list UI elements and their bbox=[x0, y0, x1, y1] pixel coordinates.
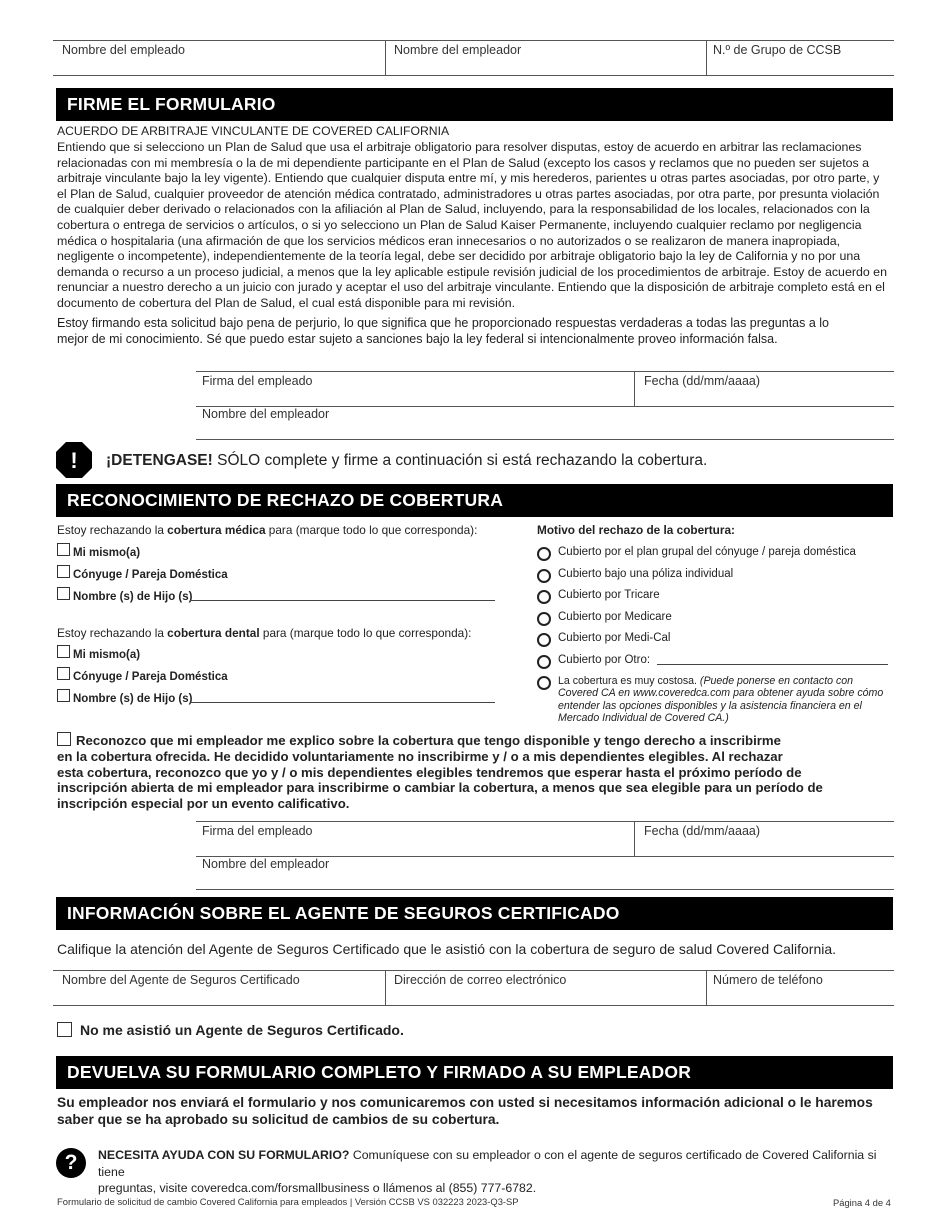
reason-label: Cubierto por Tricare bbox=[558, 589, 660, 601]
prompt-suffix: para (marque todo lo que corresponda): bbox=[259, 626, 472, 640]
reason-too-costly-radio[interactable] bbox=[537, 676, 551, 690]
reason-title: Motivo del rechazo de la cobertura: bbox=[537, 523, 735, 537]
return-header: DEVUELVA SU FORMULARIO COMPLETO Y FIRMADO A SU EMPLEADOR bbox=[56, 1056, 893, 1089]
no-agent-checkbox[interactable] bbox=[57, 1022, 72, 1037]
divider bbox=[706, 40, 707, 75]
prompt-prefix: Estoy rechazando la bbox=[57, 523, 168, 537]
reason-other-line[interactable] bbox=[657, 664, 888, 665]
divider bbox=[53, 1005, 894, 1006]
agreement-line: renunciar a nuestro derecho a un juicio con jurado y aceptar el uso del arbitraje vinculante. Entiendo que la disposición de arbitraje completo está en el bbox=[57, 280, 885, 295]
dental-children-label: Nombre (s) de Hijo (s) bbox=[73, 693, 193, 705]
agreement-line: de cualquier deber derivado o relacionados con la afiliación al Plan de Salud, incluyendo, para la responsabilidad de los locales, relacionados con la bbox=[57, 202, 870, 217]
agreement-line: arbitraje vinculante bajo la ley vigente). Entiendo que cualquier disputa entre mí, y mis herederos, parientes u otras partes asociadas, por otro parte, y bbox=[57, 171, 880, 186]
reason-label: Cubierto por Medicare bbox=[558, 611, 672, 623]
help-bold: NECESITA AYUDA CON SU FORMULARIO? bbox=[98, 1148, 350, 1162]
divider bbox=[196, 439, 894, 440]
divider bbox=[385, 970, 386, 1005]
cost-reason: La cobertura es muy costosa. bbox=[558, 675, 697, 687]
prompt-prefix: Estoy rechazando la bbox=[57, 626, 168, 640]
divider bbox=[196, 821, 894, 822]
divider bbox=[53, 40, 894, 41]
prompt-bold: cobertura médica bbox=[167, 523, 266, 537]
medical-self-checkbox[interactable] bbox=[57, 543, 70, 556]
employer-name-field[interactable]: Nombre del empleador bbox=[394, 43, 522, 57]
acknowledge-line: Reconozco que mi empleador me explico sobre la cobertura que tengo disponible y tengo derecho a inscribirme bbox=[76, 733, 781, 748]
acknowledge-line: en la cobertura ofrecida. He decidido voluntariamente no inscribirme y / o a mis dependientes elegibles. Al rechazar bbox=[57, 748, 783, 764]
medical-spouse-label: Cónyuge / Pareja Doméstica bbox=[73, 569, 228, 581]
agent-phone-field[interactable]: Número de teléfono bbox=[713, 973, 823, 987]
stop-octagon-icon bbox=[55, 441, 93, 479]
medical-children-checkbox[interactable] bbox=[57, 587, 70, 600]
cost-note: Mercado Individual de Covered CA.) bbox=[558, 712, 729, 725]
acknowledge-line: inscripción especial por un evento calificativo. bbox=[57, 796, 350, 812]
date-field[interactable]: Fecha (dd/mm/aaaa) bbox=[644, 824, 761, 838]
help-question-icon: ? bbox=[56, 1148, 86, 1178]
employee-signature-field[interactable]: Firma del empleado bbox=[202, 374, 313, 388]
dental-children-checkbox[interactable] bbox=[57, 689, 70, 702]
reason-label: Cubierto por Otro: bbox=[558, 654, 651, 666]
agent-header: INFORMACIÓN SOBRE EL AGENTE DE SEGUROS CERTIFICADO bbox=[56, 897, 893, 930]
dental-self-checkbox[interactable] bbox=[57, 645, 70, 658]
footer-form-info: Formulario de solicitud de cambio Covered California para empleados | Versión CCSB VS 032223 2023-Q3-SP bbox=[57, 1196, 519, 1207]
medical-spouse-checkbox[interactable] bbox=[57, 565, 70, 578]
stop-bold: ¡DETENGASE! bbox=[106, 452, 213, 469]
acknowledge-line: esta cobertura, reconozco que yo y / o mis dependientes elegibles tendremos que esperar hasta el próximo período de bbox=[57, 764, 802, 780]
divider bbox=[385, 40, 386, 75]
agreement-text bbox=[57, 140, 902, 312]
acknowledge-text bbox=[57, 733, 902, 812]
dental-coverage-prompt bbox=[57, 626, 471, 640]
help-line: Comuníquese con su empleador o con el agente de seguros certificado de Covered California si tiene bbox=[98, 1148, 877, 1179]
help-text bbox=[98, 1147, 898, 1197]
date-field[interactable]: Fecha (dd/mm/aaaa) bbox=[644, 374, 761, 388]
reason-spouse-plan-radio[interactable] bbox=[537, 547, 551, 561]
divider bbox=[53, 75, 894, 76]
group-number-field[interactable]: N.º de Grupo de CCSB bbox=[713, 43, 842, 57]
agreement-line: documento de cobertura del Plan de Salud, el cual está disponible para mi revisión. bbox=[57, 295, 516, 310]
reason-tricare-radio[interactable] bbox=[537, 590, 551, 604]
medical-children-label: Nombre (s) de Hijo (s) bbox=[73, 591, 193, 603]
return-text bbox=[57, 1095, 902, 1128]
stop-message: SÓLO complete y firme a continuación si está rechazando la cobertura. bbox=[217, 452, 708, 469]
no-agent-label: No me asistió un Agente de Seguros Certificado. bbox=[80, 1022, 404, 1038]
medical-self-label: Mi mismo(a) bbox=[73, 547, 141, 559]
reason-medi-cal-radio[interactable] bbox=[537, 633, 551, 647]
agreement-line: demanda o recurso a un proceso judicial, a menos que la ley aplicable estipule revisión judicial de los procedimientos de arbitraje. Estoy de acuerdo en bbox=[57, 264, 887, 279]
footer-page-number: Página 4 de 4 bbox=[833, 1197, 891, 1208]
agreement-line: relacionadas con mi membresía o la de mi dependiente participante en el Plan de Salud (excepto los casos y reclamos que no pueden ser sujetos a bbox=[57, 155, 870, 170]
prompt-bold: cobertura dental bbox=[167, 626, 260, 640]
employee-name-field[interactable]: Nombre del empleado bbox=[62, 43, 185, 57]
reason-label: Cubierto por el plan grupal del cónyuge / pareja doméstica bbox=[558, 546, 856, 558]
sign-form-header: FIRME EL FORMULARIO bbox=[56, 88, 893, 121]
divider bbox=[634, 371, 635, 406]
employee-signature-field[interactable]: Firma del empleado bbox=[202, 824, 313, 838]
dental-spouse-checkbox[interactable] bbox=[57, 667, 70, 680]
medical-coverage-prompt bbox=[57, 523, 477, 537]
svg-text:!: ! bbox=[70, 448, 78, 473]
perjury-line: Estoy firmando esta solicitud bajo pena de perjurio, lo que significa que he proporcionado respuestas verdaderas a todas las preguntas a lo bbox=[57, 316, 830, 330]
help-line: preguntas, visite coveredca.com/forsmallbusiness o llámenos al (855) 777-6782. bbox=[98, 1181, 537, 1195]
reason-medicare-radio[interactable] bbox=[537, 612, 551, 626]
acknowledge-line: inscripción abierta de mi empleador para inscribirme o cambiar la cobertura, a menos que sea elegible para un período de bbox=[57, 780, 823, 796]
agent-name-field[interactable]: Nombre del Agente de Seguros Certificado bbox=[62, 973, 300, 987]
cost-reason-text bbox=[558, 675, 898, 725]
agent-intro: Califique la atención del Agente de Seguros Certificado que le asistió con la cobertura de seguro de salud Covered California. bbox=[57, 941, 837, 957]
waiver-header: RECONOCIMIENTO DE RECHAZO DE COBERTURA bbox=[56, 484, 893, 517]
prompt-suffix: para (marque todo lo que corresponda): bbox=[265, 523, 478, 537]
employer-name-field[interactable]: Nombre del empleador bbox=[202, 407, 330, 421]
agreement-line: cobertura o entrega de servicios o artículos, o si yo selecciono un Plan de Salud Kaiser Permanente, incluyendo cualquier reclamo por negligencia bbox=[57, 217, 862, 232]
cost-note: entender las opciones disponibles y la asistencia financiera en el bbox=[558, 699, 862, 712]
agent-email-field[interactable]: Dirección de correo electrónico bbox=[394, 973, 567, 987]
reason-individual-policy-radio[interactable] bbox=[537, 569, 551, 583]
reason-other-radio[interactable] bbox=[537, 655, 551, 669]
reason-label: Cubierto bajo una póliza individual bbox=[558, 568, 734, 580]
reason-label: Cubierto por Medi-Cal bbox=[558, 632, 671, 644]
agreement-line: médica o hospitalaria (una afirmación de que los servicios médicos eran innecesarios o no autorizados o se realizaron de manera inapropiada, bbox=[57, 233, 841, 248]
employer-name-field[interactable]: Nombre del empleador bbox=[202, 857, 330, 871]
agreement-line: negligente o incompetente), independientemente de la teoría legal, debe ser decidido por arbitraje obligatorio bajo la ley de California y no por una bbox=[57, 249, 861, 264]
perjury-statement bbox=[57, 316, 902, 347]
agreement-line: el Plan de Salud, cualquier proveedor de atención médica contratado, administradores u otras partes asociadas, por otra parte, por presunta violación bbox=[57, 186, 880, 201]
return-line: saber que se ha aprobado su solicitud de cambios de su cobertura. bbox=[57, 1111, 500, 1127]
stop-text bbox=[106, 452, 707, 470]
cost-note: (Puede ponerse en contacto con bbox=[699, 675, 854, 687]
medical-children-name-line[interactable] bbox=[190, 600, 495, 601]
agreement-title: ACUERDO DE ARBITRAJE VINCULANTE DE COVERED CALIFORNIA bbox=[57, 124, 450, 138]
cost-note: Covered CA en www.coveredca.com para obtener ayuda sobre cómo bbox=[558, 687, 884, 700]
perjury-line: mejor de mi conocimiento. Sé que puedo estar sujeto a sanciones bajo la ley federal si intencionalmente proveo información falsa. bbox=[57, 331, 778, 346]
dental-spouse-label: Cónyuge / Pareja Doméstica bbox=[73, 671, 228, 683]
divider bbox=[196, 889, 894, 890]
divider bbox=[196, 371, 894, 372]
dental-children-name-line[interactable] bbox=[190, 702, 495, 703]
dental-self-label: Mi mismo(a) bbox=[73, 649, 141, 661]
divider bbox=[634, 821, 635, 856]
divider bbox=[53, 970, 894, 971]
return-line: Su empleador nos enviará el formulario y nos comunicaremos con usted si necesitamos información adicional o le haremos bbox=[57, 1095, 873, 1110]
agreement-line: Entiendo que si selecciono un Plan de Salud que usa el arbitraje obligatorio para resolver disputas, estoy de acuerdo en arbitrar las reclamaciones bbox=[57, 140, 862, 154]
divider bbox=[706, 970, 707, 1005]
